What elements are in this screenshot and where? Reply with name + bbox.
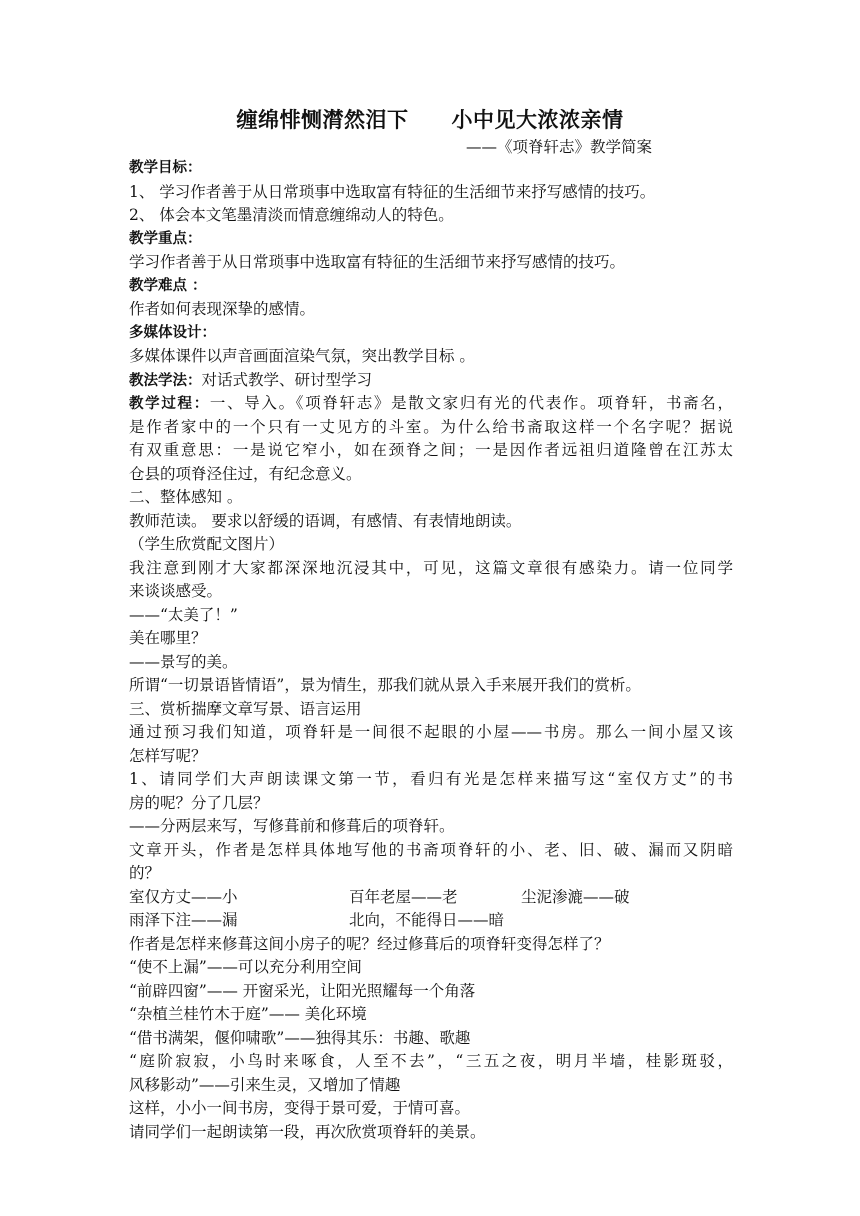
paragraph-line: 来谈谈感受。: [129, 582, 223, 600]
heading-difficulty: 教学难点 ：: [129, 277, 207, 294]
paragraph-line: 我注意到刚才大家都深深地沉浸其中，可见，这篇文章很有感染力。请一位同学: [129, 558, 733, 577]
paragraph-line: 教师范读。 要求以舒缓的语调，有感情、有表情地朗读。: [129, 511, 522, 530]
paragraph-line: 1、请同学们大声朗读课文第一节，看归有光是怎样来描写这“室仅方丈”的书: [129, 770, 733, 788]
multimedia-text: 多媒体课件以声音画面渲染气氛，突出教学目标 。: [129, 347, 475, 365]
feature-small: 室仅方丈——小: [129, 887, 238, 906]
section-heading-3: 三、赏析揣摩文章写景、语言运用: [129, 699, 362, 718]
paragraph-line: “前辟四窗”—— 开窗采光，让阳光照耀每一个角落: [129, 981, 476, 1000]
paragraph-line: “使不上漏”——可以充分利用空间: [129, 958, 362, 976]
paragraph-line: 仓县的项脊泾住过，有纪念意义。: [129, 464, 362, 483]
paragraph-line: 这样，小小一间书房，变得于景可爱，于情可喜。: [129, 1099, 471, 1117]
heading-key-points: 教学重点：: [129, 230, 202, 247]
methods-text: 对话式教学、研讨型学习: [201, 370, 373, 389]
paragraph-line: 所谓“一切景语皆情语”，景为情生，那我们就从景入手来展开我们的赏析。: [129, 676, 641, 694]
heading-methods: 教法学法：: [129, 372, 202, 389]
paragraph-line: 通过预习我们知道，项脊轩是一间很不起眼的小屋——书房。那么一间小屋又该: [129, 723, 733, 741]
key-point-text: 学习作者善于从日常琐事中选取富有特征的生活细节来抒写感情的技巧。: [129, 253, 626, 271]
feature-row-2: [129, 909, 733, 933]
paragraph-line: 作者是怎样来修葺这间小房子的呢？经过修葺后的项脊轩变得怎样了？: [129, 934, 610, 953]
section-heading-2: 二、整体感知 。: [129, 488, 243, 506]
paragraph-line: ——“太美了！”: [129, 605, 238, 624]
paragraph-line: “杂植兰桂竹木于庭”—— 美化环境: [129, 1005, 367, 1023]
heading-multimedia: 多媒体设计：: [129, 324, 216, 341]
paragraph-line: 风移影动”——引来生灵，又增加了情趣: [129, 1075, 401, 1094]
goal-item-2: 2、 体会本文笔墨清淡而情意缠绵动人的特色。: [129, 206, 454, 224]
document-body: [129, 157, 733, 1144]
feature-old: 百年老屋——老: [349, 887, 458, 906]
difficulty-text: 作者如何表现深挚的感情。: [129, 300, 316, 318]
paragraph-line: 请同学们一起朗读第一段，再次欣赏项脊轩的美景。: [129, 1122, 486, 1141]
feature-broken: 尘泥渗漉——破: [521, 887, 630, 906]
paragraph-line: ——景写的美。: [129, 652, 238, 671]
paragraph-line: 怎样写呢？: [129, 746, 207, 765]
document-title: 缠绵悱恻潸然泪下 小中见大浓浓亲情: [236, 108, 624, 132]
heading-teaching-goals: 教学目标：: [129, 160, 202, 176]
paragraph-line: （学生欣赏配文图片）: [129, 535, 285, 553]
paragraph-line: “借书满架，偃仰啸歌”——独得其乐：书趣、歌趣: [129, 1028, 471, 1047]
paragraph-line: 有双重意思：一是说它窄小，如在颈脊之间；一是因作者远祖归道隆曾在江苏太: [129, 441, 733, 459]
document-subtitle: ——《项脊轩志》教学简案: [466, 138, 653, 156]
methods-line: [129, 369, 733, 393]
goal-item-1: 1、 学习作者善于从日常琐事中选取富有特征的生活细节来抒写感情的技巧。: [129, 182, 656, 201]
paragraph-line: ——分两层来写，写修葺前和修葺后的项脊轩。: [129, 817, 455, 835]
process-intro-text: 一、导入。《项脊轩志》是散文家归有光的代表作。项脊轩，书斋名，: [209, 394, 733, 412]
heading-process: 教学过程：: [129, 396, 210, 412]
paragraph-line: 美在哪里？: [129, 629, 207, 647]
feature-leaky: 雨泽下注——漏: [129, 911, 238, 929]
process-line: [129, 392, 733, 416]
paragraph-line: 是作者家中的一个只有一丈见方的斗室。为什么给书斋取这样一个名字呢？据说: [129, 417, 733, 436]
paragraph-line: 文章开头，作者是怎样具体地写他的书斋项脊轩的小、老、旧、破、漏而又阴暗: [129, 840, 733, 859]
feature-row-1: [129, 886, 733, 910]
paragraph-line: 的？: [129, 864, 161, 882]
feature-dark: 北向，不能得日——暗: [349, 911, 505, 929]
paragraph-line: 房的呢？分了几层？: [129, 793, 269, 812]
paragraph-line: “庭阶寂寂，小鸟时来啄食，人至不去”，“三五之夜，明月半墙，桂影斑驳，: [129, 1052, 733, 1070]
